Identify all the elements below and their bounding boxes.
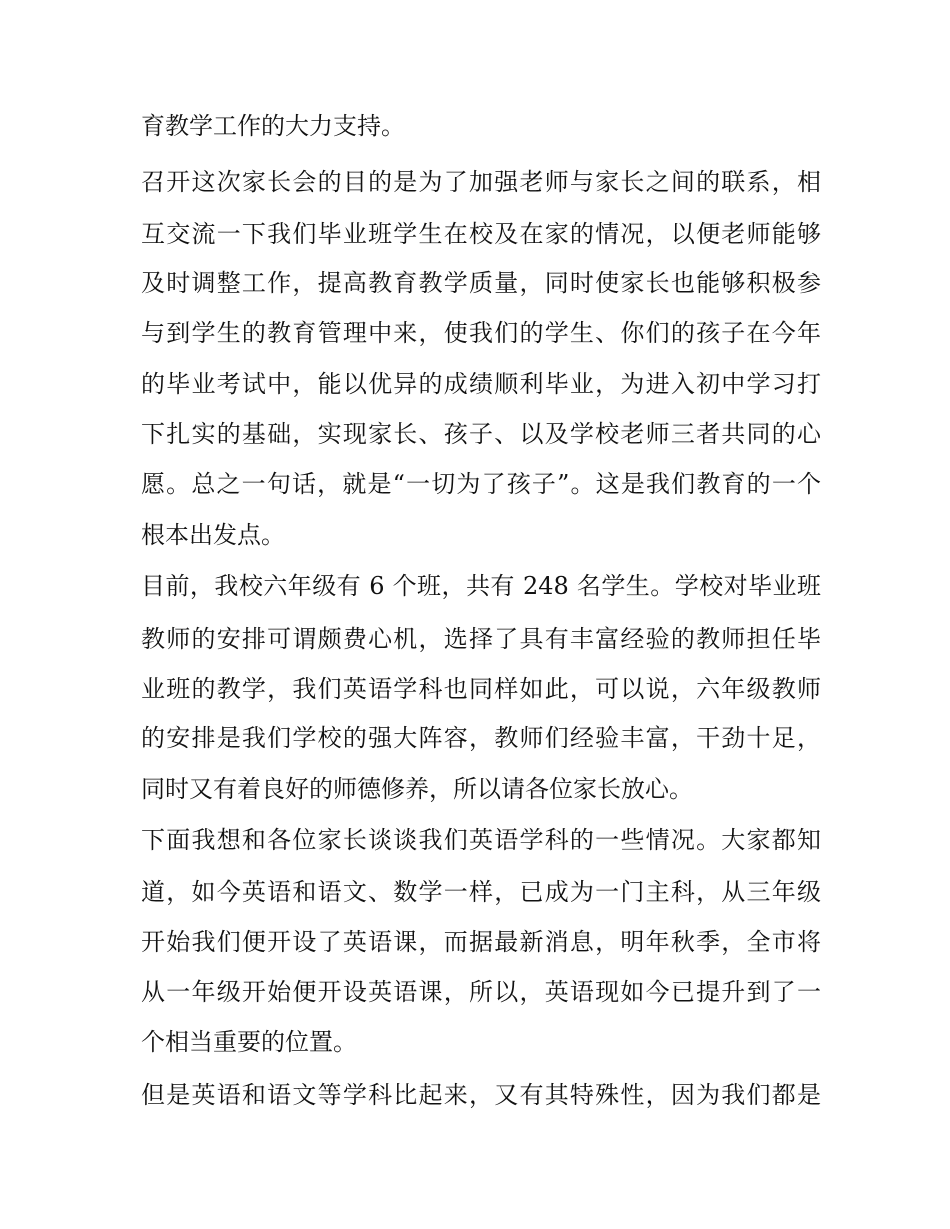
text-line: 育教学工作的大力支持。	[141, 112, 405, 140]
text-line: 及时调整工作，提高教育教学质量，同时使家长也能够积极参	[141, 269, 821, 297]
text-line: 的毕业考试中，能以优异的成绩顺利毕业，为进入初中学习打	[141, 370, 821, 398]
text-line: 召开这次家长会的目的是为了加强老师与家长之间的联系，相	[141, 168, 821, 196]
text-line: 互交流一下我们毕业班学生在校及在家的情况，以便老师能够	[141, 220, 821, 248]
text-line: 的安排是我们学校的强大阵容，教师们经验丰富，干劲十足，	[141, 724, 821, 752]
text-line: 愿。总之一句话，就是“一切为了孩子”。这是我们教育的一个	[141, 470, 821, 498]
text-line: 教师的安排可谓颇费心机，选择了具有丰富经验的教师担任毕	[141, 625, 821, 653]
text-line: 下扎实的基础，实现家长、孩子、以及学校老师三者共同的心	[141, 420, 821, 448]
text-line: 个相当重要的位置。	[141, 1028, 357, 1056]
text-line: 根本出发点。	[141, 521, 285, 549]
text-line: 开始我们便开设了英语课，而据最新消息，明年秋季，全市将	[141, 928, 821, 956]
text-line: 同时又有着良好的师德修养，所以请各位家长放心。	[141, 775, 693, 803]
text-line: 下面我想和各位家长谈谈我们英语学科的一些情况。大家都知	[141, 826, 821, 854]
text-line: 业班的教学，我们英语学科也同样如此，可以说，六年级教师	[141, 675, 821, 703]
text-line: 从一年级开始便开设英语课，所以，英语现如今已提升到了一	[141, 978, 821, 1006]
text-line: 但是英语和语文等学科比起来，又有其特殊性，因为我们都是	[141, 1081, 821, 1109]
text-line: 目前，我校六年级有 6 个班，共有 248 名学生。学校对毕业班	[141, 572, 821, 600]
text-line: 与到学生的教育管理中来，使我们的学生、你们的孩子在今年	[141, 319, 821, 347]
text-line: 道，如今英语和语文、数学一样，已成为一门主科，从三年级	[141, 878, 821, 906]
